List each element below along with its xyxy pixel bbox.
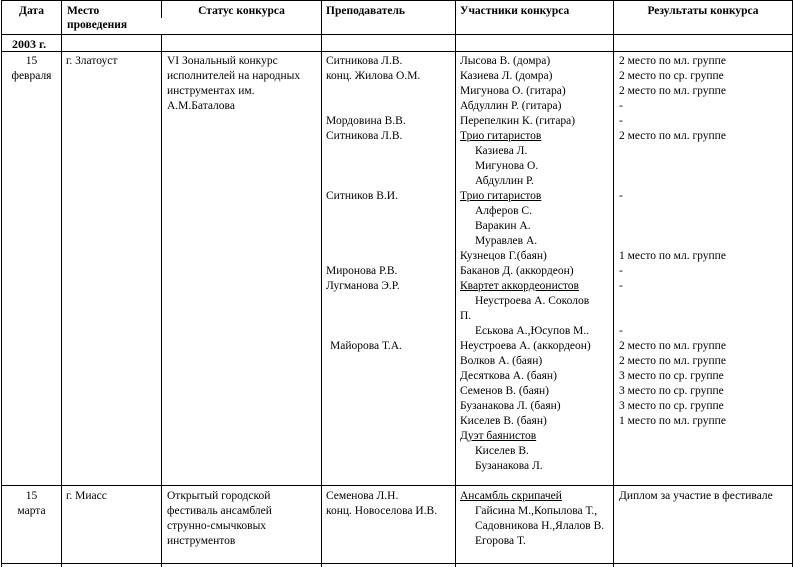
row1-teacher-line: конц. Жилова О.М. <box>326 70 421 82</box>
row2-status-line: фестиваль ансамблей <box>167 505 272 517</box>
grid-line <box>792 0 793 567</box>
row1-participant-line: Киселев В. <box>475 445 529 457</box>
grid-line <box>1 485 793 486</box>
row1-teacher-line: Майорова Т.А. <box>330 340 402 352</box>
grid-line <box>321 0 322 567</box>
row1-status-line: VI Зональный конкурс <box>167 55 278 67</box>
row1-participant-line: Квартет аккордеонистов <box>460 280 579 292</box>
row1-result-line: - <box>619 265 623 277</box>
grid-line <box>613 0 614 567</box>
row1-result-line: - <box>619 325 623 337</box>
row1-result-line: 2 место по мл. группе <box>619 130 726 142</box>
row1-teacher-line: Ситников В.И. <box>326 190 398 202</box>
row1-participant-line: Кузнецов Г.(баян) <box>460 250 547 262</box>
row1-participant-line: Муравлев А. <box>475 235 538 247</box>
row1-participant-line: Еськова А.,Юсупов М.. <box>475 325 590 337</box>
row1-result-line: - <box>619 190 623 202</box>
row1-teacher-line: Лугманова Э.Р. <box>326 280 400 292</box>
row1-date-day: 15 <box>25 55 38 67</box>
row2-place: г. Миасс <box>66 490 107 502</box>
row1-result-line: 3 место по ср. группе <box>619 400 724 412</box>
row2-date-month: марта <box>17 505 46 517</box>
row1-result-line: 1 место по мл. группе <box>619 415 726 427</box>
row2-participant-line: Ансамбль скрипачей <box>460 490 562 502</box>
row1-participant-line: Казиева Л. (домра) <box>460 70 553 82</box>
grid-line <box>455 0 456 567</box>
row1-result-line: - <box>619 115 623 127</box>
row2-participant-line: Гайсина М.,Копылова Т., <box>475 505 598 517</box>
row1-result-line: 2 место по мл. группе <box>619 340 726 352</box>
grid-line <box>161 34 162 567</box>
row1-participant-line: Бузанакова Л. (баян) <box>460 400 561 412</box>
row1-participant-line: Мигунова О. <box>475 160 539 172</box>
row1-participant-line: Бузанакова Л. <box>475 460 543 472</box>
row1-teacher-line: Мордовина В.В. <box>326 115 406 127</box>
row2-status-line: инструментов <box>167 535 236 547</box>
row1-result-line: 3 место по ср. группе <box>619 370 724 382</box>
row1-teacher-line: Миронова Р.В. <box>326 265 398 277</box>
row1-participant-line: Десяткова А. (баян) <box>460 370 557 382</box>
row1-participant-line: Абдуллин Р. (гитара) <box>460 100 562 112</box>
row2-participant-line: Егорова Т. <box>475 535 526 547</box>
row1-participant-line: Дуэт баянистов <box>460 430 537 442</box>
row1-participant-line: Казиева Л. <box>475 145 528 157</box>
row1-participant-line: Лысова В. (домра) <box>460 55 551 67</box>
grid-line <box>1 34 793 35</box>
row1-status-line: исполнителей на народных <box>167 70 301 82</box>
row1-participant-line: Перепелкин К. (гитара) <box>460 115 576 127</box>
row2-participant-line: Садовникова Н.,Ялалов В. <box>475 520 605 532</box>
row2-status-line: Открытый городской <box>167 490 271 502</box>
header-teacher: Преподаватель <box>326 5 406 17</box>
row1-participant-line: Трио гитаристов <box>460 190 542 202</box>
row1-result-line: 1 место по мл. группе <box>619 250 726 262</box>
grid-line <box>1 51 793 52</box>
row1-participant-line: П. <box>460 310 472 322</box>
row1-participant-line: Семенов В. (баян) <box>460 385 549 397</box>
header-place-line1: Место <box>67 5 100 17</box>
header-status: Статус конкурса <box>198 5 285 17</box>
row1-result-line: - <box>619 100 623 112</box>
row1-participant-line: Неустроева А. Соколов <box>475 295 590 307</box>
header-results: Результаты конкурса <box>647 5 759 17</box>
row1-result-line: 2 место по ср. группе <box>619 70 724 82</box>
row1-result-line: 2 место по мл. группе <box>619 85 726 97</box>
row1-participant-line: Алферов С. <box>475 205 532 217</box>
row1-participant-line: Варакин А. <box>475 220 531 232</box>
row2-status-line: струнно-смычковых <box>167 520 267 532</box>
grid-line <box>1 0 2 567</box>
row1-status-line: А.М.Баталова <box>167 100 235 112</box>
row1-participant-line: Мигунова О. (гитара) <box>460 85 566 97</box>
row2-result-line: Диплом за участие в фестивале <box>619 490 773 502</box>
row1-result-line: - <box>619 280 623 292</box>
header-participants: Участники конкурса <box>460 5 570 17</box>
row1-result-line: 2 место по мл. группе <box>619 55 726 67</box>
row1-date-month: февраля <box>11 70 52 82</box>
row1-teacher-line: Ситникова Л.В. <box>326 130 403 142</box>
header-date: Дата <box>19 5 44 17</box>
row1-participant-line: Баканов Д. (аккордеон) <box>460 265 574 277</box>
row2-teacher-line: Семенова Л.Н. <box>326 490 399 502</box>
year-label: 2003 г. <box>12 37 47 51</box>
grid-line <box>61 0 62 567</box>
row1-participant-line: Трио гитаристов <box>460 130 542 142</box>
row1-participant-line: Неустроева А. (аккордеон) <box>460 340 591 352</box>
row1-status-line: инструментах им. <box>167 85 255 97</box>
grid-line <box>1 563 793 564</box>
header-place-line2: проведения <box>67 19 128 31</box>
row2-teacher-line: конц. Новоселова И.В. <box>326 505 438 517</box>
grid-line <box>1 0 793 1</box>
row1-place: г. Златоуст <box>66 55 118 67</box>
row1-participant-line: Волков А. (баян) <box>460 355 543 367</box>
row1-result-line: 2 место по мл. группе <box>619 355 726 367</box>
row1-teacher-line: Ситникова Л.В. <box>326 55 403 67</box>
row1-participant-line: Абдуллин Р. <box>475 175 534 187</box>
row1-result-line: 3 место по ср. группе <box>619 385 724 397</box>
row1-participant-line: Киселев В. (баян) <box>460 415 547 427</box>
row2-date-day: 15 <box>25 490 38 502</box>
